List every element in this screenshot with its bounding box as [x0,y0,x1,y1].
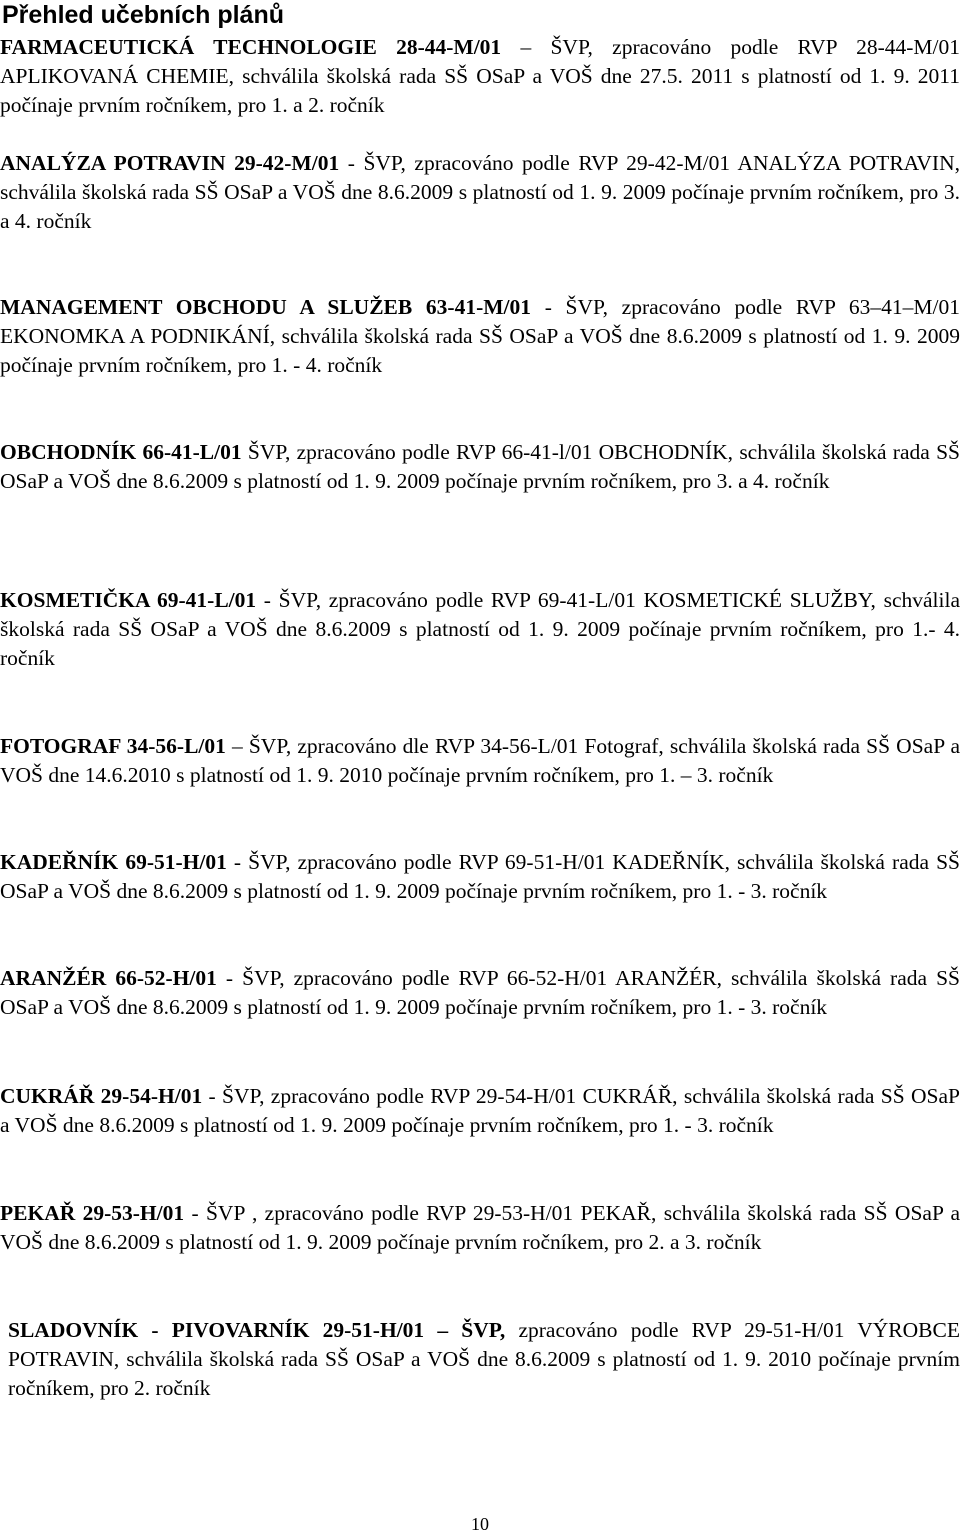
plan-description: zpracováno podle RVP 29-51-H/01 VÝROBCE POTRAVIN, schválila školská rada SŠ OSaP a VOŠ dne 8.6.2009 s platností od 1. 9. 2010 počínaje prvním ročníkem, pro 2. ročník [8,1318,960,1400]
plan-description: – ŠVP, zpracováno podle RVP 28-44-M/01 APLIKOVANÁ CHEMIE, schválila školská rada SŠ OSaP a VOŠ dne 27.5. 2011 s platností od 1. 9. 2011 počínaje prvním ročníkem, pro 1. a 2. ročník [0,35,960,117]
plan-heading: SLADOVNÍK - PIVOVARNÍK 29-51-H/01 – ŠVP, [8,1318,506,1342]
plan-entry-analyza-potravin [0,149,960,236]
plan-entry-farmaceuticka-technologie [0,33,960,120]
plan-entry-pekar [0,1199,960,1257]
plan-heading: FARMACEUTICKÁ TECHNOLOGIE 28-44-M/01 [0,35,502,59]
plan-heading: FOTOGRAF 34-56-L/01 [0,734,226,758]
plan-entry-kadernik [0,848,960,906]
plan-heading: KADEŘNÍK 69-51-H/01 [0,850,227,874]
plan-description: – ŠVP, zpracováno dle RVP 34-56-L/01 Fotograf, schválila školská rada SŠ OSaP a VOŠ dne 14.6.2010 s platností od 1. 9. 2010 počínaje prvním ročníkem, pro 1. – 3. ročník [0,734,960,787]
plan-entry-aranzer [0,964,960,1022]
plan-description: - ŠVP, zpracováno podle RVP 63–41–M/01 EKONOMKA A PODNIKÁNÍ, schválila školská rada SŠ OSaP a VOŠ dne 8.6.2009 s platností od 1. 9. 2009 počínaje prvním ročníkem, pro 1. - 4. ročník [0,295,960,377]
plan-entry-kosmeticka [0,586,960,673]
plan-description: - ŠVP, zpracováno podle RVP 29-54-H/01 CUKRÁŘ, schválila školská rada SŠ OSaP a VOŠ dne 8.6.2009 s platností od 1. 9. 2009 počínaje prvním ročníkem, pro 1. - 3. ročník [0,1084,960,1137]
plan-heading: MANAGEMENT OBCHODU A SLUŽEB 63-41-M/01 [0,295,531,319]
plan-entry-sladovnik-pivovarnik [8,1316,960,1403]
plan-entry-management-obchodu [0,293,960,380]
plan-heading: ANALÝZA POTRAVIN 29-42-M/01 [0,151,340,175]
plan-heading: PEKAŘ 29-53-H/01 [0,1201,185,1225]
plan-description: ŠVP, zpracováno podle RVP 66-41-l/01 OBCHODNÍK, schválila školská rada SŠ OSaP a VOŠ dne 8.6.2009 s platností od 1. 9. 2009 počínaje prvním ročníkem, pro 3. a 4. ročník [0,440,960,493]
page-title: Přehled učebních plánů [2,1,284,29]
plan-heading: OBCHODNÍK 66-41-L/01 [0,440,242,464]
plan-entry-obchodnik [0,438,960,496]
plan-description: - ŠVP, zpracováno podle RVP 69-51-H/01 KADEŘNÍK, schválila školská rada SŠ OSaP a VOŠ dne 8.6.2009 s platností od 1. 9. 2009 počínaje prvním ročníkem, pro 1. - 3. ročník [0,850,960,903]
plan-entry-cukrar [0,1082,960,1140]
plan-description: - ŠVP , zpracováno podle RVP 29-53-H/01 PEKAŘ, schválila školská rada SŠ OSaP a VOŠ dne 8.6.2009 s platností od 1. 9. 2009 počínaje prvním ročníkem, pro 2. a 3. ročník [0,1201,960,1254]
plan-description: - ŠVP, zpracováno podle RVP 66-52-H/01 ARANŽÉR, schválila školská rada SŠ OSaP a VOŠ dne 8.6.2009 s platností od 1. 9. 2009 počínaje prvním ročníkem, pro 1. - 3. ročník [0,966,960,1019]
plan-heading: CUKRÁŘ 29-54-H/01 [0,1084,203,1108]
plan-description: - ŠVP, zpracováno podle RVP 29-42-M/01 ANALÝZA POTRAVIN, schválila školská rada SŠ OSaP a VOŠ dne 8.6.2009 s platností od 1. 9. 2009 počínaje prvním ročníkem, pro 3. a 4. ročník [0,151,960,233]
plan-entry-fotograf [0,732,960,790]
plan-heading: KOSMETIČKA 69-41-L/01 [0,588,257,612]
page-number: 10 [471,1514,489,1534]
plan-heading: ARANŽÉR 66-52-H/01 [0,966,217,990]
plan-description: - ŠVP, zpracováno podle RVP 69-41-L/01 KOSMETICKÉ SLUŽBY, schválila školská rada SŠ OSaP a VOŠ dne 8.6.2009 s platností od 1. 9. 2009 počínaje prvním ročníkem, pro 1.- 4. ročník [0,588,960,670]
